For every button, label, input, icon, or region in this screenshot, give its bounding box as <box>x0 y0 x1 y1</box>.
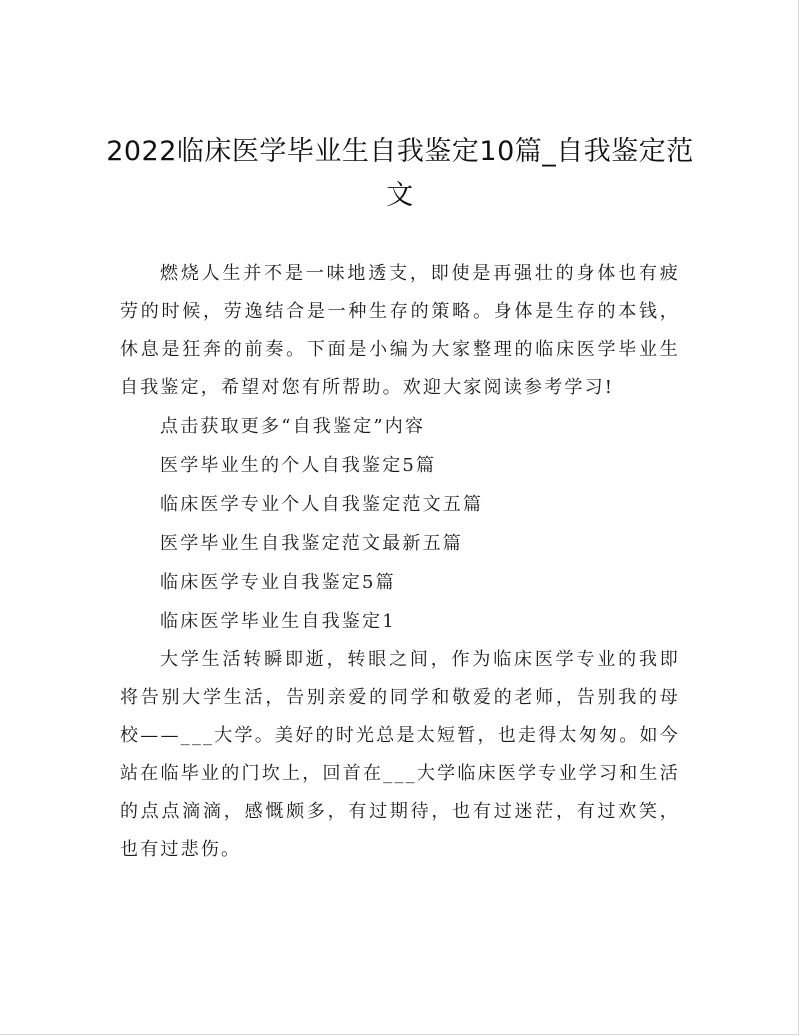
related-article-link[interactable]: 医学毕业生自我鉴定范文最新五篇 <box>160 533 463 554</box>
related-article-link[interactable]: 医学毕业生的个人自我鉴定5篇 <box>160 455 437 476</box>
section-heading: 临床医学毕业生自我鉴定1 <box>160 611 396 632</box>
document-body <box>120 255 680 869</box>
related-article-link[interactable]: 临床医学专业个人自我鉴定范文五篇 <box>160 494 484 515</box>
related-article-link[interactable]: 临床医学专业自我鉴定5篇 <box>160 572 396 593</box>
body-paragraph: 大学生活转瞬即逝，转眼之间，作为临床医学专业的我即将告别大学生活，告别亲爱的同学和敬爱的老师，告别我的母校——___大学。美好的时光总是太短暂，也走得太匆匆。如今站在临毕业的门坎上，回首在___大学临床医学专业学习和生活的点点滴滴，感慨颇多，有过期待，也有过迷茫，有过欢笑，也有过悲伤。 <box>120 649 680 860</box>
more-content-link[interactable]: 点击获取更多“自我鉴定”内容 <box>160 416 426 437</box>
intro-paragraph: 燃烧人生并不是一味地透支，即使是再强壮的身体也有疲劳的时候，劳逸结合是一种生存的策略。身体是生存的本钱，休息是狂奔的前奏。下面是小编为大家整理的临床医学毕业生自我鉴定，希望对您有所帮助。欢迎大家阅读参考学习! <box>120 263 680 398</box>
document-title: 2022临床医学毕业生自我鉴定10篇_自我鉴定范文 <box>106 136 694 211</box>
